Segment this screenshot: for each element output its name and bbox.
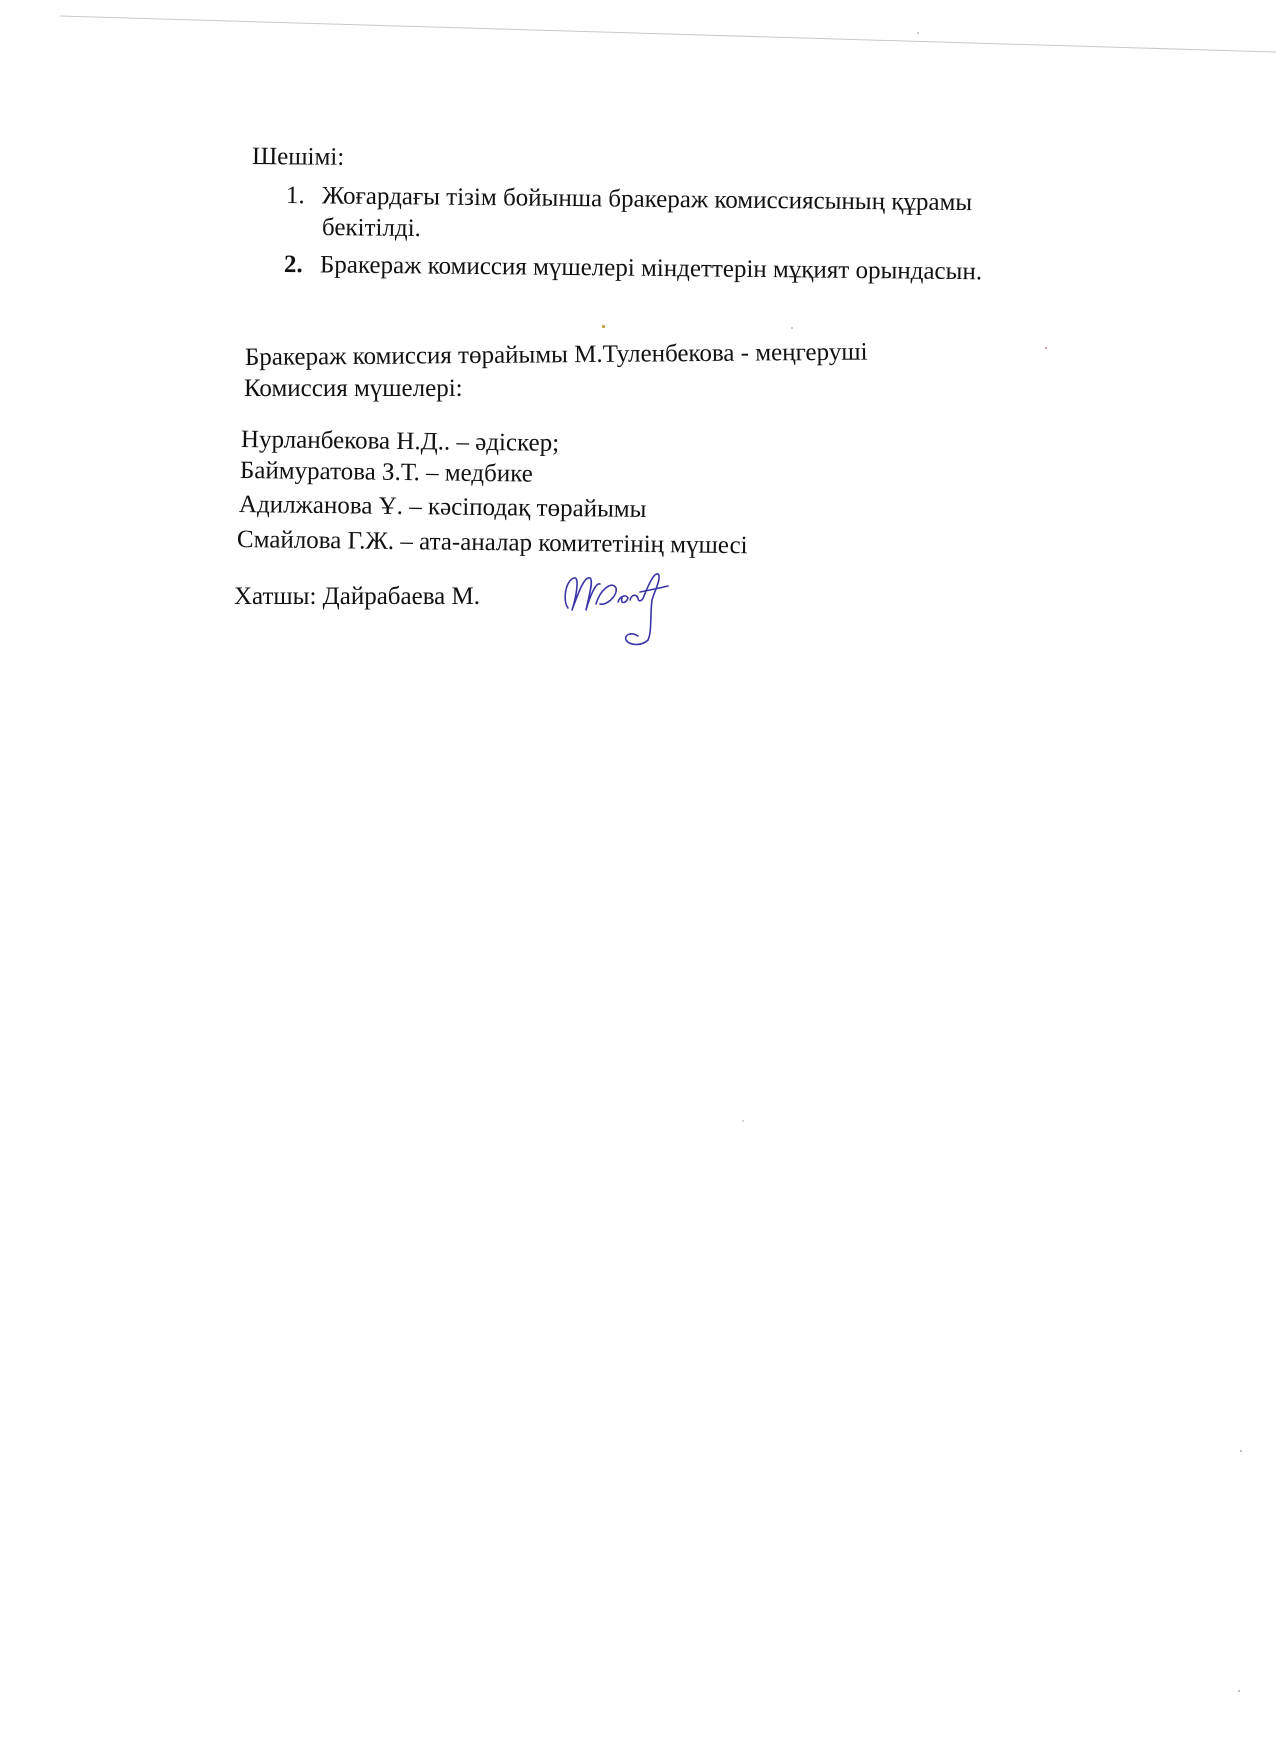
decision-item-2 [284,250,982,287]
handwritten-signature [560,570,690,650]
commission-member: Баймуратова З.Т. – медбике [239,457,533,488]
decision-item-text: Бракераж комиссия мүшелері міндеттерін мұқият орындасын. [319,251,983,286]
secretary-line: Хатшы: Дайрабаева М. [234,583,481,610]
commission-member: Смайлова Г.Ж. – ата-аналар комитетінің мүшесі [236,526,748,560]
commission-member: Нурланбекова Н.Д.. – әдіскер; [240,426,560,457]
scan-speck [1240,1450,1242,1452]
decision-item-number: 1. [285,182,305,210]
scan-speck [1238,1690,1240,1692]
decision-heading: Шешімі: [251,143,345,171]
scan-speck [602,325,605,328]
decision-item-1 [286,181,972,218]
decision-item-text: Жоғардағы тізім бойынша бракераж комиссиясының құрамы [321,182,973,217]
scan-speck [742,1120,744,1122]
scan-speck [791,327,793,329]
decision-item-1-continuation: бекітілді. [321,214,421,243]
commission-members-label: Комиссия мүшелері: [244,375,463,402]
commission-member: Адилжанова Ұ. – кәсіподақ төрайымы [238,491,647,523]
scan-speck [1045,347,1047,349]
scan-speck [917,32,919,34]
commission-chair: Бракераж комиссия төрайымы М.Туленбекова - меңгеруші [244,338,868,371]
decision-item-number: 2. [283,251,303,279]
